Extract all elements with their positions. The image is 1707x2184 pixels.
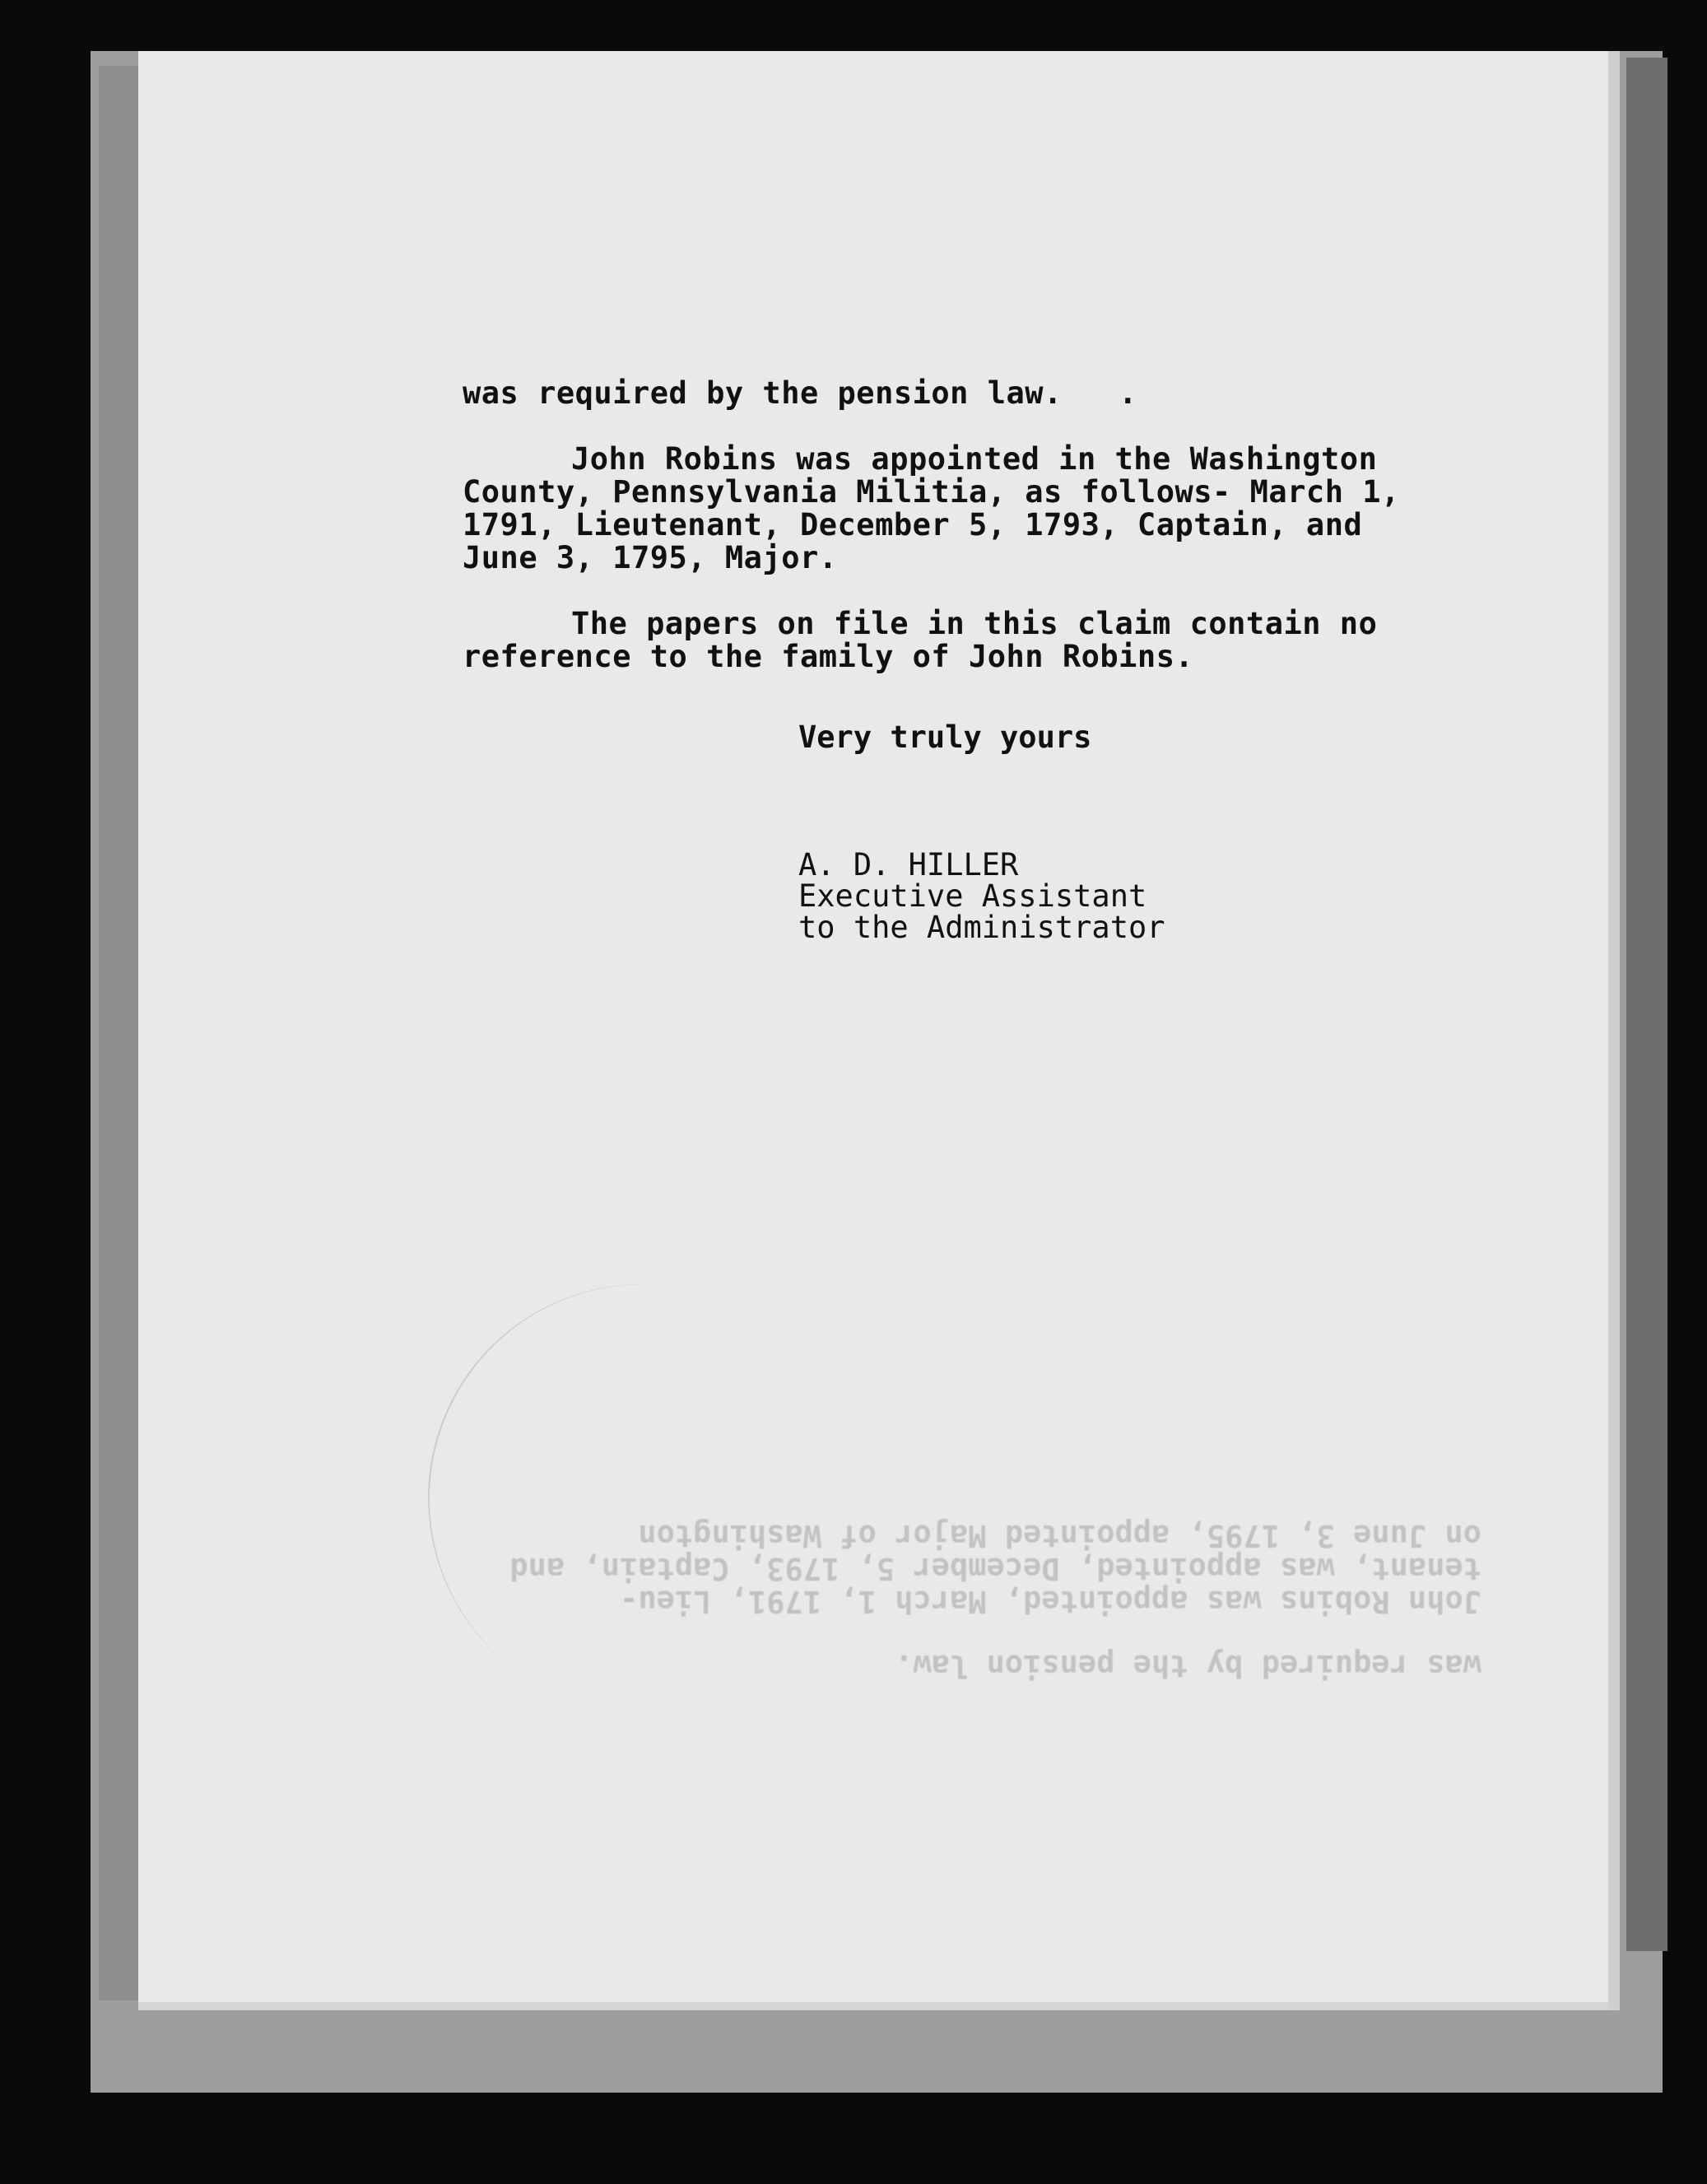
paragraph-2-line-2: County, Pennsylvania Militia, as follows- March 1, (463, 474, 1400, 510)
paragraph-1-line-1: was required by the pension law. . (463, 375, 1137, 411)
paragraph-2-line-3: 1791, Lieutenant, December 5, 1793, Captain, and (463, 507, 1363, 543)
paragraph-2 (463, 443, 1450, 575)
signature-name: A. D. HILLER (798, 847, 1019, 882)
signature-block (798, 847, 1165, 945)
signature-title-line-2: to the Administrator (798, 910, 1165, 945)
paragraph-3-line-1: The papers on file in this claim contain no (571, 606, 1378, 641)
paragraph-2-line-4: June 3, 1795, Major. (463, 540, 838, 575)
letter-body (463, 377, 1450, 706)
bleed-line-3: tenant, was appointed, December 5, 1793, Captain, and (509, 1551, 1481, 1586)
letter-page (138, 51, 1620, 2010)
bleed-gap (461, 1618, 1481, 1649)
closing-text: Very truly yours (798, 719, 1092, 755)
paragraph-2-line-1: John Robins was appointed in the Washington (571, 441, 1378, 477)
signature-title-line-1: Executive Assistant (798, 878, 1147, 914)
bleed-line-4: on June 3, 1795, appointed Major of Washington (638, 1518, 1481, 1553)
bleed-line-2: John Robins was appointed, March 1, 1791, Lieu- (620, 1584, 1481, 1619)
bleed-through-text (461, 1519, 1481, 1682)
paragraph-3-line-2: reference to the family of John Robins. (463, 639, 1194, 674)
bleed-line-1: was required by the pension law. (895, 1648, 1481, 1683)
closing (798, 721, 1091, 754)
back-sheet-edge (1626, 58, 1667, 1951)
paragraph-1 (463, 377, 1450, 410)
paragraph-3 (463, 608, 1450, 673)
